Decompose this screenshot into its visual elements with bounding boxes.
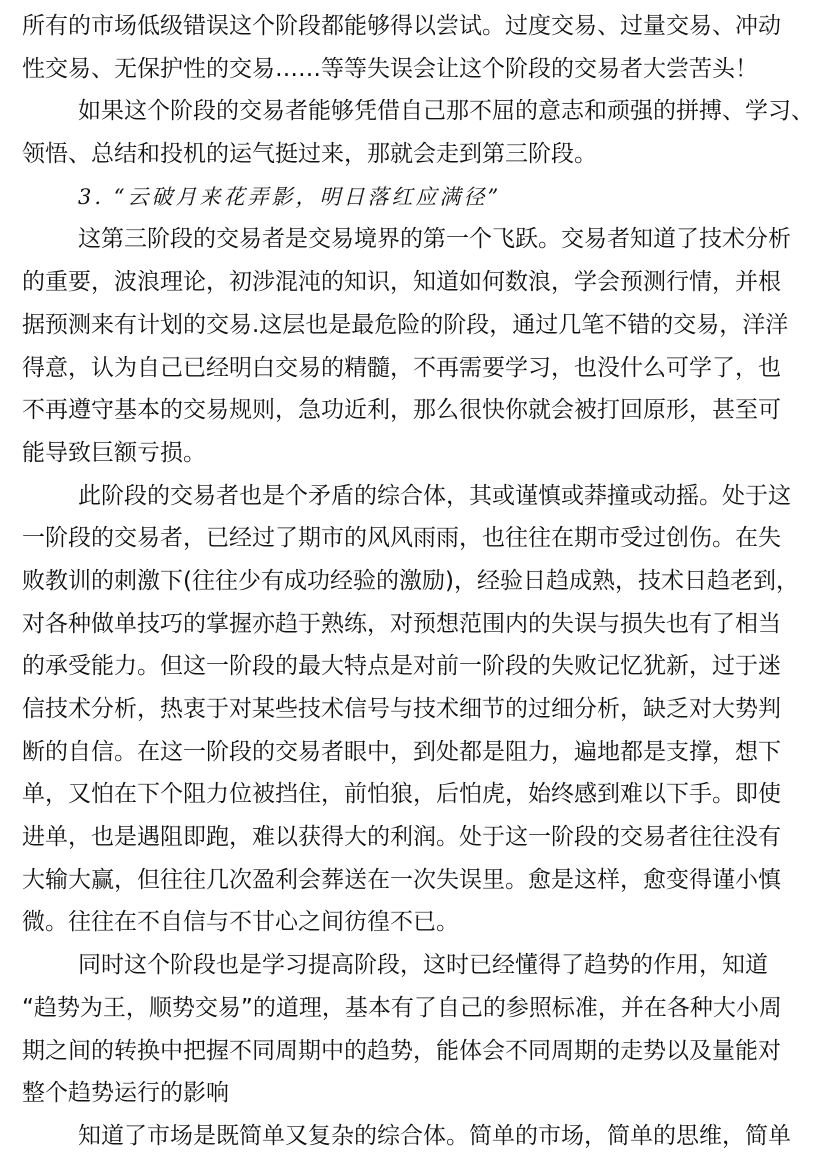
text-line: 断的自信。在这一阶段的交易者眼中，到处都是阻力，遍地都是支撑，想下 — [22, 738, 781, 765]
text-line: 不再遵守基本的交易规则，急功近利，那么很快你就会被打回原形，甚至可 — [22, 397, 781, 424]
text-line: 的承受能力。但这一阶段的最大特点是对前一阶段的失败记忆犹新，过于迷 — [22, 653, 781, 680]
paragraph — [22, 218, 791, 474]
text-line: 所有的市场低级错误这个阶段都能够得以尝试。过度交易、过量交易、冲动 — [22, 13, 781, 39]
text-line: 这第三阶段的交易者是交易境界的第一个飞跃。交易者知道了技术分析 — [78, 226, 791, 253]
text-line: 得意，认为自己已经明白交易的精髓，不再需要学习，也没什么可学了，也 — [22, 354, 781, 381]
text-line: 能导致巨额亏损。 — [22, 439, 206, 466]
text-line: 知道了市场是既简单又复杂的综合体。简单的市场，简单的思维，简单 — [78, 1122, 791, 1149]
paragraph — [22, 944, 782, 1115]
text-line: 如果这个阶段的交易者能够凭借自己那不屈的意志和顽强的拼搏、学习、 — [78, 98, 814, 125]
text-line: 性交易、无保护性的交易……等等失误会让这个阶段的交易者大尝苦头！ — [22, 55, 758, 82]
text-line: 3. “云破月来花弄影，明日落红应满径” — [78, 184, 502, 209]
text-line: 信技术分析，热衷于对某些技术信号与技术细节的过细分析，缺乏对大势判 — [22, 696, 781, 722]
text-line: 大输大赢，但往往几次盈利会葬送在一次失误里。愈是这样，愈变得谨小慎 — [22, 866, 781, 893]
text-line: “趋势为王，顺势交易”的道理，基本有了自己的参照标准，并在各种大小周 — [22, 994, 782, 1021]
text-line: 据预测来有计划的交易.这层也是最危险的阶段，通过几笔不错的交易，洋洋 — [22, 311, 789, 338]
section-heading — [22, 176, 732, 219]
text-line: 期之间的转换中把握不同周期中的趋势，能体会不同周期的走势以及量能对 — [22, 1037, 781, 1064]
paragraph — [22, 475, 799, 945]
paragraph — [22, 90, 814, 175]
text-line: 同时这个阶段也是学习提高阶段，这时已经懂得了趋势的作用，知道 — [78, 952, 768, 979]
text-line: 败教训的刺激下(往往少有成功经验的激励)，经验日趋成熟，技术日趋老到， — [22, 567, 799, 594]
text-line: 微。往往在不自信与不甘心之间彷徨不已。 — [22, 909, 459, 936]
document-page — [22, 5, 814, 1158]
paragraph — [22, 5, 781, 90]
text-line: 一阶段的交易者，已经过了期市的风风雨雨，也往往在期市受过创伤。在失 — [22, 525, 781, 552]
text-line: 进单，也是遇阻即跑，难以获得大的利润。处于这一阶段的交易者往往没有 — [22, 824, 781, 851]
paragraph — [22, 1115, 791, 1158]
text-line: 整个趋势运行的影响 — [22, 1080, 229, 1107]
text-line: 此阶段的交易者也是个矛盾的综合体，其或谨慎或莽撞或动摇。处于这 — [78, 482, 791, 509]
text-line: 对各种做单技巧的掌握亦趋于熟练，对预想范围内的失误与损失也有了相当 — [22, 610, 781, 637]
text-line: 的重要，波浪理论，初涉混沌的知识，知道如何数浪，学会预测行情，并根 — [22, 269, 781, 296]
text-line: 单，又怕在下个阻力位被挡住，前怕狼，后怕虎，始终感到难以下手。即使 — [22, 781, 781, 808]
text-line: 领悟、总结和投机的运气挺过来，那就会走到第三阶段。 — [22, 141, 597, 168]
